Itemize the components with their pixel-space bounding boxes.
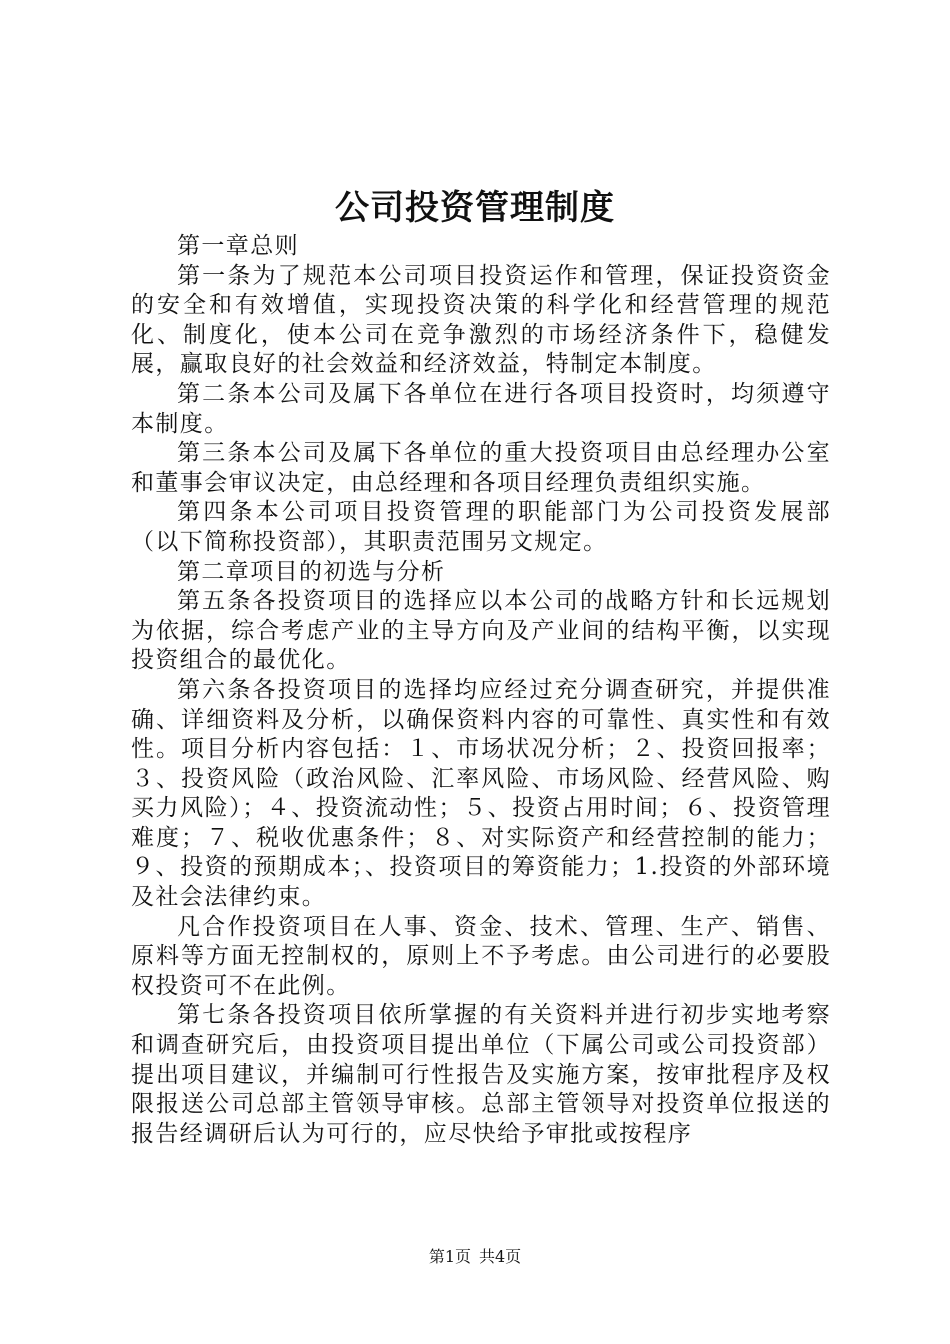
document-title: 公司投资管理制度 [335, 188, 615, 228]
chapter-heading: 第二章项目的初选与分析 [177, 558, 446, 585]
paragraph: 第四条本公司项目投资管理的职能部门为公司投资发展部（以下简称投资部），其职责范围另文规定。 [131, 499, 831, 555]
paragraph: 第三条本公司及属下各单位的重大投资项目由总经理办公室和董事会审议决定，由总经理和各项目经理负责组织实施。 [131, 440, 831, 496]
paragraph: 第五条各投资项目的选择应以本公司的战略方针和长远规划为依据，综合考虑产业的主导方向及产业间的结构平衡，以实现投资组合的最优化。 [131, 588, 831, 674]
page-number: 第1页 [428, 1247, 471, 1266]
paragraph: 凡合作投资项目在人事、资金、技术、管理、生产、销售、原料等方面无控制权的，原则上不予考虑。由公司进行的必要股权投资可不在此例。 [131, 913, 831, 999]
document-body [131, 232, 831, 1149]
page-total: 共4页 [479, 1247, 522, 1266]
paragraph: 第一条为了规范本公司项目投资运作和管理，保证投资资金的安全和有效增值，实现投资决策的科学化和经营管理的规范化、制度化，使本公司在竞争激烈的市场经济条件下，稳健发展，赢取良好的社会效益和经济效益，特制定本制度。 [131, 262, 831, 378]
page-footer [0, 1246, 950, 1268]
paragraph: 第六条各投资项目的选择均应经过充分调查研究，并提供准确、详细资料及分析，以确保资料内容的可靠性、真实性和有效性。项目分析内容包括：１、市场状况分析；２、投资回报率；３、投资风险（政治风险、汇率风险、市场风险、经营风险、购买力风险）；４、投资流动性；５、投资占用时间；６、投资管理难度；７、税收优惠条件；８、对实际资产和经营控制的能力；９、投资的预期成本；、投资项目的筹资能力；1.投资的外部环境及社会法律约束。 [131, 676, 831, 911]
paragraph: 第七条各投资项目依所掌握的有关资料并进行初步实地考察和调查研究后，由投资项目提出单位（下属公司或公司投资部）提出项目建议，并编制可行性报告及实施方案，按审批程序及权限报送公司总部主管领导审核。总部主管领导对投资单位报送的报告经调研后认为可行的，应尽快给予审批或按程序 [131, 1002, 831, 1147]
paragraph: 第二条本公司及属下各单位在进行各项目投资时，均须遵守本制度。 [131, 380, 831, 437]
chapter-heading: 第一章总则 [177, 233, 299, 259]
